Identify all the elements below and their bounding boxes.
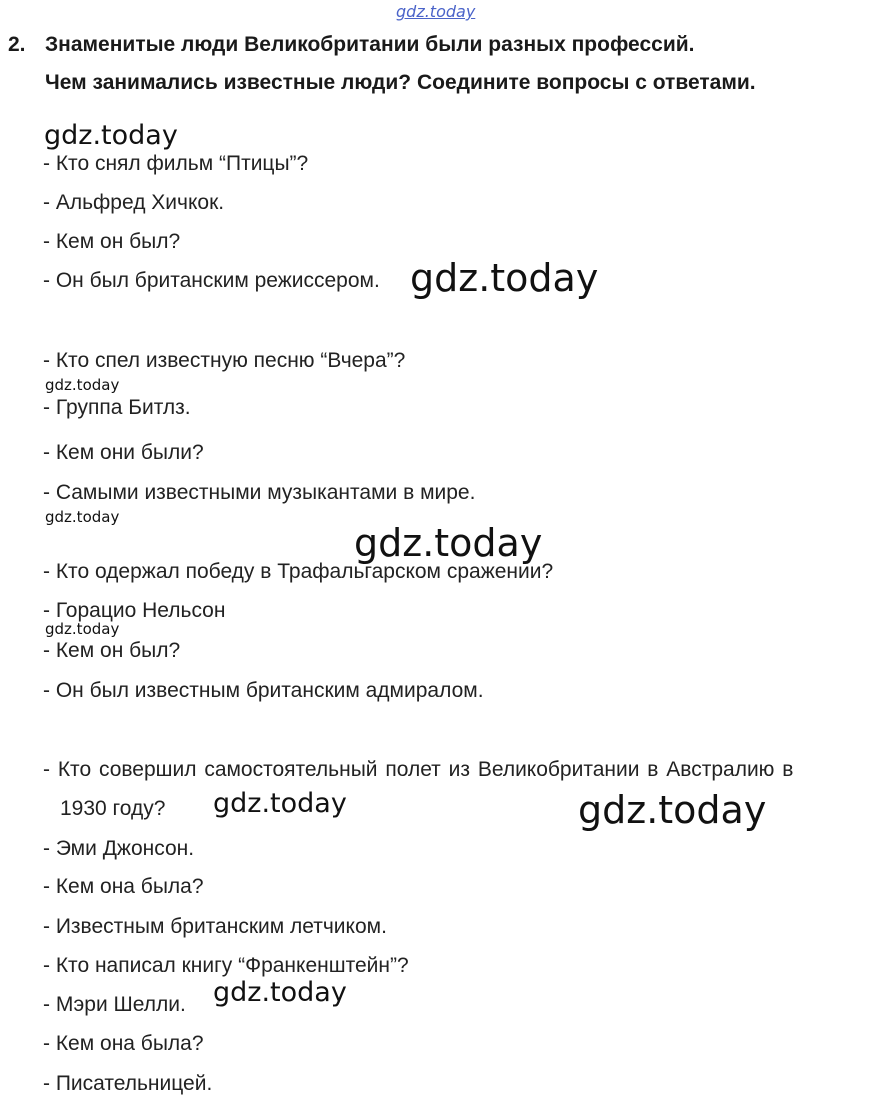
task-title-line-2: Чем занимались известные люди? Соедините вопросы с ответами. xyxy=(45,71,756,94)
watermark: gdz.today xyxy=(213,788,347,819)
dialogue-5-question: - Кто написал книгу “Франкенштейн”? xyxy=(43,954,409,977)
task-title-line-1: Знаменитые люди Великобритании были разных профессий. xyxy=(45,33,695,56)
dialogue-1-answer: - Альфред Хичкок. xyxy=(43,191,225,214)
watermark: gdz.today xyxy=(213,977,347,1008)
dialogue-4-answer: - Эми Джонсон. xyxy=(43,837,195,860)
watermark-top[interactable]: gdz.today xyxy=(396,2,476,21)
dialogue-4-followup-answer: - Известным британским летчиком. xyxy=(43,915,387,938)
dialogue-5-followup-question: - Кем она была? xyxy=(43,1032,204,1055)
dialogue-1-followup-answer: - Он был британским режиссером. xyxy=(43,269,380,292)
watermark: gdz.today xyxy=(45,376,120,394)
dialogue-3-answer: - Горацио Нельсон xyxy=(43,599,226,622)
watermark: gdz.today xyxy=(45,620,120,638)
dialogue-2-question: - Кто спел известную песню “Вчера”? xyxy=(43,349,406,372)
watermark: gdz.today xyxy=(578,788,767,832)
dialogue-4-question: - Кто совершил самостоятельный полет из Великобритании в Австралию в xyxy=(43,758,794,781)
dialogue-5-answer: - Мэри Шелли. xyxy=(43,993,186,1016)
dialogue-3-question: - Кто одержал победу в Трафальгарском сражении? xyxy=(43,560,554,583)
dialogue-1-followup-question: - Кем он был? xyxy=(43,230,181,253)
dialogue-2-followup-answer: - Самыми известными музыкантами в мире. xyxy=(43,481,476,504)
dialogue-4-followup-question: - Кем она была? xyxy=(43,875,204,898)
watermark: gdz.today xyxy=(354,521,543,565)
dialogue-2-answer: - Группа Битлз. xyxy=(43,396,191,419)
dialogue-3-followup-answer: - Он был известным британским адмиралом. xyxy=(43,679,484,702)
dialogue-4-question-continued: 1930 году? xyxy=(60,797,166,820)
dialogue-1-question: - Кто снял фильм “Птицы”? xyxy=(43,152,309,175)
watermark: gdz.today xyxy=(45,508,120,526)
dialogue-5-followup-answer: - Писательницей. xyxy=(43,1072,213,1095)
watermark: gdz.today xyxy=(44,120,178,151)
dialogue-2-followup-question: - Кем они были? xyxy=(43,441,204,464)
task-number: 2. xyxy=(8,33,26,56)
watermark: gdz.today xyxy=(410,256,599,300)
dialogue-3-followup-question: - Кем он был? xyxy=(43,639,181,662)
